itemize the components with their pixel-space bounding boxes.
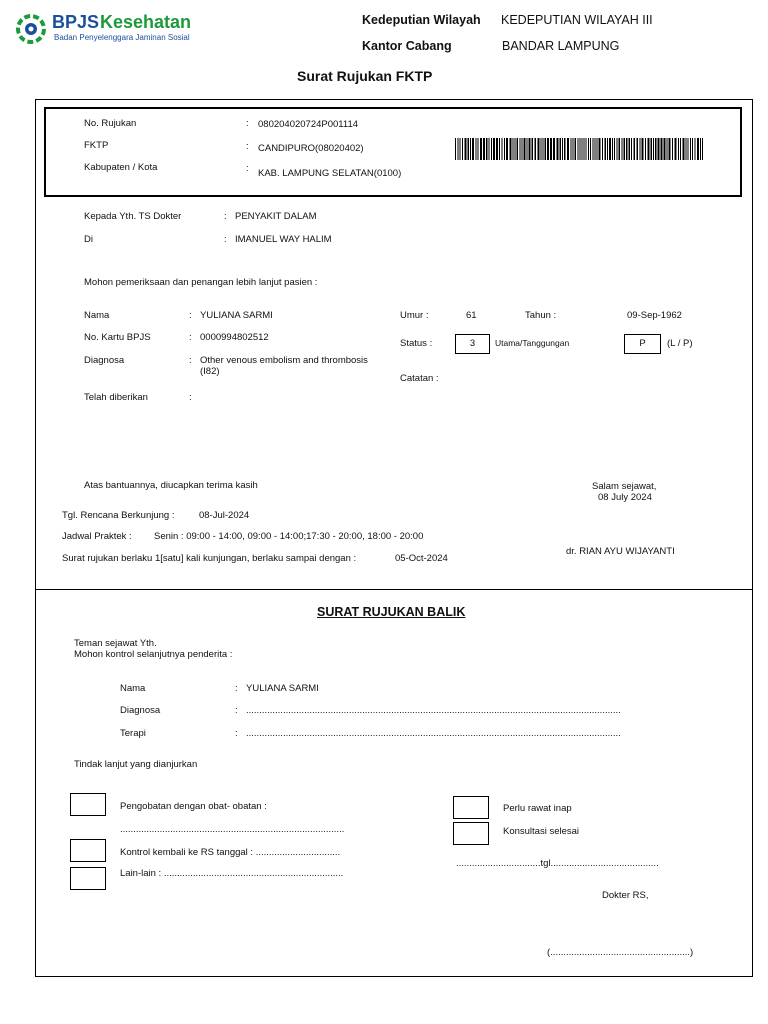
kabupaten-value: KAB. LAMPUNG SELATAN(0100): [258, 168, 402, 179]
balik-diagnosa-label: Diagnosa: [120, 705, 161, 716]
barcode-bar: [562, 138, 563, 160]
barcode-bar: [695, 138, 696, 160]
barcode-bar: [538, 138, 540, 160]
colon: :: [246, 118, 249, 129]
barcode-bar: [502, 138, 503, 160]
di-value: IMANUEL WAY HALIM: [235, 234, 332, 245]
barcode-bar: [590, 138, 591, 160]
barcode-bar: [626, 138, 628, 160]
logo-brand-bpjs: BPJS: [52, 12, 100, 32]
barcode-bar: [602, 138, 603, 160]
umur-label: Umur :: [400, 310, 429, 321]
barcode-bar: [664, 138, 666, 160]
obat-label: Pengobatan dengan obat- obatan :: [120, 801, 267, 812]
catatan-label: Catatan :: [400, 373, 439, 384]
colon: :: [189, 310, 192, 321]
barcode-bar: [617, 138, 618, 160]
barcode-bar: [515, 138, 516, 160]
barcode-bar: [545, 138, 547, 160]
barcode-bar: [683, 138, 685, 160]
barcode-bar: [462, 138, 463, 160]
barcode-bar: [624, 138, 626, 160]
logo-brand-kesehatan: Kesehatan: [100, 12, 192, 32]
colon: :: [235, 705, 238, 716]
barcode-bar: [692, 138, 693, 160]
balik-nama-label: Nama: [120, 683, 146, 694]
colon: :: [246, 163, 249, 174]
balik-diagnosa-dots: ..............................................................................................................................................: [246, 705, 621, 716]
signature-line: (.....................................................): [547, 947, 694, 958]
thanks-text: Atas bantuannya, diucapkan terima kasih: [84, 480, 258, 491]
barcode-bar: [571, 138, 572, 160]
bpjs-logo: [16, 12, 196, 46]
di-label: Di: [84, 234, 93, 245]
kantor-value: BANDAR LAMPUNG: [502, 39, 620, 53]
barcode-bar: [700, 138, 701, 160]
section-divider: [35, 589, 753, 590]
telah-label: Telah diberikan: [84, 392, 148, 403]
barcode-bar: [580, 138, 581, 160]
bpjs-logo-icon: [16, 14, 46, 44]
umur-value: 61: [466, 310, 477, 321]
barcode-bar: [578, 138, 579, 160]
barcode-bar: [557, 138, 559, 160]
colon: :: [189, 332, 192, 343]
konsultasi-label: Konsultasi selesai: [503, 826, 580, 837]
berlaku-value: 05-Oct-2024: [395, 553, 448, 564]
barcode-bar: [642, 138, 644, 160]
barcode-bar: [697, 138, 699, 160]
barcode-bar: [547, 138, 549, 160]
barcode-bar: [468, 138, 470, 160]
barcode-bar: [648, 138, 650, 160]
barcode-bar: [476, 138, 477, 160]
barcode-bar: [629, 138, 631, 160]
barcode-bar: [688, 138, 689, 160]
balik-title: SURAT RUJUKAN BALIK: [317, 605, 466, 619]
tindak-text: Tindak lanjut yang dianjurkan: [74, 759, 198, 770]
barcode-bar: [483, 138, 485, 160]
colon: :: [189, 392, 192, 403]
barcode-bar: [597, 138, 598, 160]
barcode-bar: [645, 138, 646, 160]
barcode-bar: [619, 138, 621, 160]
no-rujukan-value: 080204020724P001114: [258, 119, 359, 130]
barcode-bar: [486, 138, 488, 160]
barcode-bar: [680, 138, 681, 160]
balik-terapi-dots: ..............................................................................................................................................: [246, 728, 621, 739]
tahun-value: 09-Sep-1962: [627, 310, 682, 321]
barcode: [455, 138, 705, 160]
rawat-inap-checkbox[interactable]: [453, 796, 489, 819]
barcode-bar: [667, 138, 668, 160]
barcode-bar: [612, 138, 613, 160]
mohon-text: Mohon kontrol selanjutnya penderita :: [74, 649, 233, 660]
barcode-bar: [655, 138, 657, 160]
kepada-label: Kepada Yth. TS Dokter: [84, 211, 182, 222]
barcode-bar: [661, 138, 663, 160]
colon: :: [235, 683, 238, 694]
dokter-rs-label: Dokter RS,: [602, 890, 649, 901]
barcode-bar: [472, 138, 474, 160]
barcode-bar: [609, 138, 611, 160]
kabupaten-label: Kabupaten / Kota: [84, 162, 158, 173]
barcode-bar: [460, 138, 461, 160]
barcode-bar: [527, 138, 528, 160]
nama-value: YULIANA SARMI: [200, 310, 273, 321]
salam-text: Salam sejawat,: [592, 481, 657, 492]
lain-checkbox[interactable]: [70, 867, 106, 890]
barcode-bar: [517, 138, 519, 160]
barcode-bar: [560, 138, 562, 160]
barcode-bar: [640, 138, 641, 160]
barcode-bar: [675, 138, 677, 160]
colon: :: [246, 141, 249, 152]
barcode-bar: [532, 138, 534, 160]
kepada-value: PENYAKIT DALAM: [235, 211, 317, 222]
barcode-bar: [702, 138, 703, 160]
barcode-bar: [543, 138, 544, 160]
barcode-bar: [478, 138, 479, 160]
barcode-bar: [470, 138, 471, 160]
barcode-bar: [599, 138, 601, 160]
barcode-bar: [529, 138, 531, 160]
barcode-bar: [637, 138, 639, 160]
barcode-bar: [489, 138, 490, 160]
obat-checkbox[interactable]: [70, 793, 106, 816]
barcode-bar: [504, 138, 505, 160]
colon: :: [224, 234, 227, 245]
barcode-bar: [522, 138, 523, 160]
status-desc: Utama/Tanggungan: [495, 338, 570, 348]
balik-terapi-label: Terapi: [120, 728, 146, 739]
barcode-bar: [493, 138, 495, 160]
kartu-label: No. Kartu BPJS: [84, 332, 151, 343]
barcode-bar: [607, 138, 608, 160]
barcode-bar: [455, 138, 456, 160]
barcode-bar: [564, 138, 566, 160]
doctor-name: dr. RIAN AYU WIJAYANTI: [566, 546, 675, 557]
barcode-bar: [458, 138, 459, 160]
kartu-value: 0000994802512: [200, 332, 269, 343]
barcode-bar: [567, 138, 569, 160]
kontrol-label: Kontrol kembali ke RS tanggal : ................................: [120, 847, 341, 858]
balik-nama-value: YULIANA SARMI: [246, 683, 319, 694]
konsultasi-checkbox[interactable]: [453, 822, 489, 845]
barcode-bar: [595, 138, 596, 160]
barcode-bar: [541, 138, 542, 160]
barcode-bar: [510, 138, 512, 160]
barcode-bar: [506, 138, 508, 160]
barcode-bar: [651, 138, 653, 160]
page-title: Surat Rujukan FKTP: [297, 68, 433, 84]
barcode-bar: [622, 138, 623, 160]
kedeputian-value: KEDEPUTIAN WILAYAH III: [501, 13, 653, 27]
barcode-bar: [631, 138, 632, 160]
barcode-bar: [465, 138, 467, 160]
fktp-label: FKTP: [84, 140, 109, 151]
barcode-bar: [491, 138, 492, 160]
diagnosa-value-line2: (I82): [200, 366, 220, 377]
status-label: Status :: [400, 338, 433, 349]
barcode-bar: [496, 138, 498, 160]
status-box: 3: [455, 334, 490, 354]
barcode-bar: [605, 138, 607, 160]
berlaku-label: Surat rujukan berlaku 1[satu] kali kunjungan, berlaku sampai dengan :: [62, 553, 357, 564]
barcode-bar: [588, 138, 589, 160]
barcode-bar: [575, 138, 577, 160]
barcode-bar: [535, 138, 537, 160]
barcode-bar: [520, 138, 521, 160]
letter-date: 08 July 2024: [598, 492, 652, 503]
kedeputian-label: Kedeputian Wilayah: [362, 13, 481, 27]
barcode-bar: [672, 138, 673, 160]
tgl-line: ................................tgl.........................................: [456, 858, 659, 869]
barcode-bar: [669, 138, 671, 160]
barcode-bar: [678, 138, 679, 160]
teman-text: Teman sejawat Yth.: [74, 638, 157, 649]
intro-text: Mohon pemeriksaan dan penangan lebih lanjut pasien :: [84, 277, 318, 288]
jadwal-label: Jadwal Praktek :: [62, 531, 132, 542]
barcode-bar: [524, 138, 526, 160]
kontrol-checkbox[interactable]: [70, 839, 106, 862]
barcode-bar: [658, 138, 660, 160]
no-rujukan-label: No. Rujukan: [84, 118, 137, 129]
barcode-bar: [513, 138, 514, 160]
colon: :: [189, 355, 192, 366]
colon: :: [224, 211, 227, 222]
barcode-bar: [553, 138, 555, 160]
barcode-bar: [653, 138, 654, 160]
jadwal-value: Senin : 09:00 - 14:00, 09:00 - 14:00;17:30 - 20:00, 18:00 - 20:00: [154, 531, 424, 542]
barcode-bar: [614, 138, 615, 160]
kantor-label: Kantor Cabang: [362, 39, 452, 53]
barcode-bar: [593, 138, 594, 160]
diagnosa-label: Diagnosa: [84, 355, 125, 366]
barcode-bar: [584, 138, 585, 160]
nama-label: Nama: [84, 310, 110, 321]
barcode-bar: [480, 138, 482, 160]
rencana-label: Tgl. Rencana Berkunjung :: [62, 510, 175, 521]
lain-label: Lain-lain : ....................................................................: [120, 868, 344, 879]
barcode-bar: [499, 138, 500, 160]
barcode-bar: [550, 138, 552, 160]
tahun-label: Tahun :: [525, 310, 557, 321]
barcode-bar: [582, 138, 583, 160]
rawat-inap-label: Perlu rawat inap: [503, 803, 572, 814]
rencana-value: 08-Jul-2024: [199, 510, 250, 521]
obat-dots: .....................................................................................: [120, 824, 345, 835]
barcode-bar: [634, 138, 636, 160]
barcode-bar: [690, 138, 691, 160]
fktp-value: CANDIPURO(08020402): [258, 143, 364, 154]
barcode-bar: [573, 138, 574, 160]
colon: :: [235, 728, 238, 739]
sex-desc: (L / P): [667, 338, 693, 349]
sex-box: P: [624, 334, 661, 354]
barcode-bar: [586, 138, 587, 160]
logo-subtitle: Badan Penyelenggara Jaminan Sosial: [54, 33, 190, 42]
barcode-bar: [686, 138, 687, 160]
diagnosa-value-line1: Other venous embolism and thrombosis: [200, 355, 368, 366]
